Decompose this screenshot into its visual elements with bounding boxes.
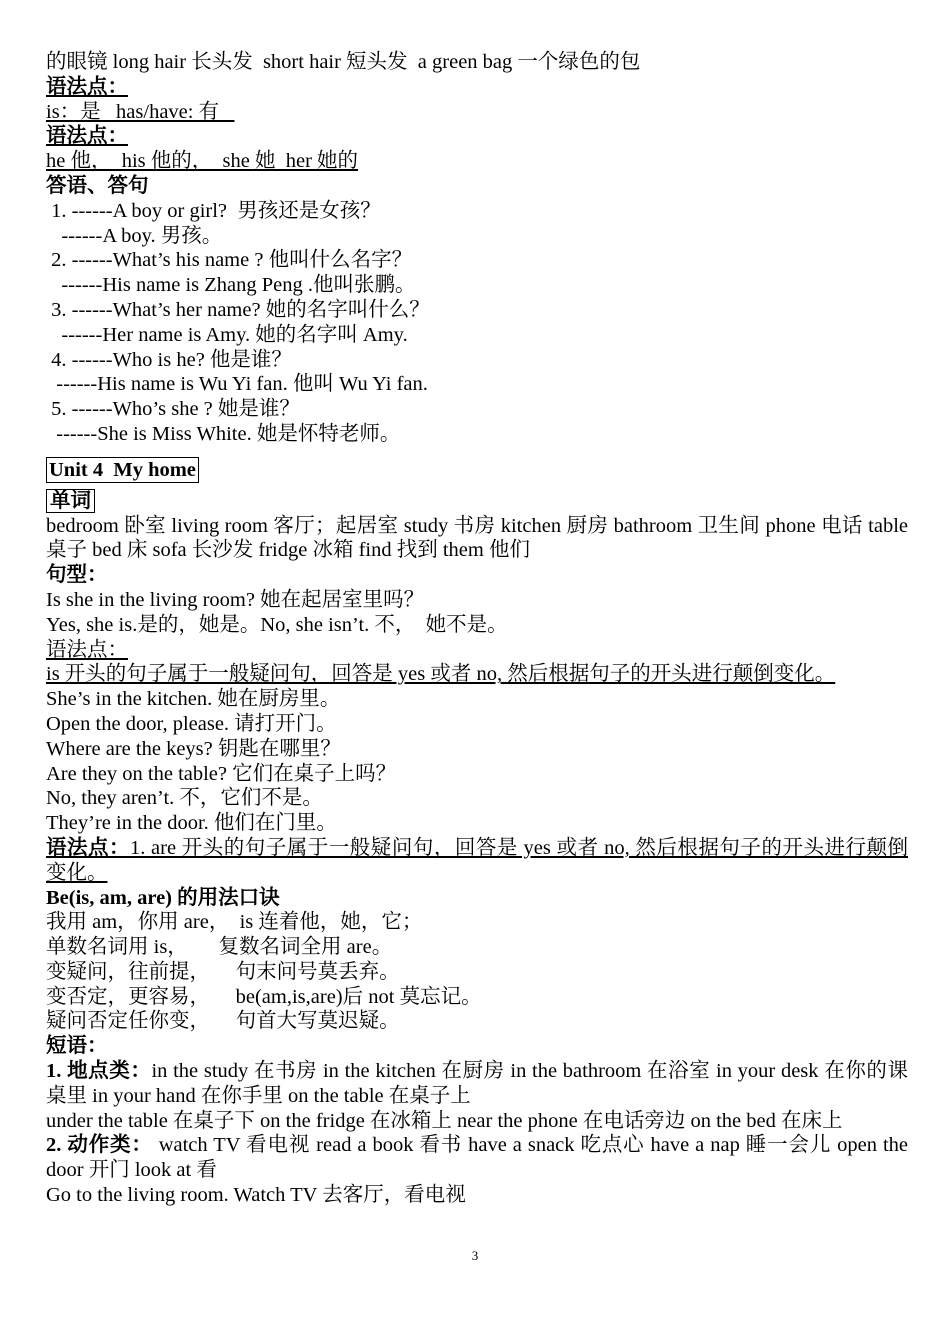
- phrase-label: 短语：: [46, 1035, 108, 1058]
- unit-4-title: Unit 4 My home: [46, 457, 199, 483]
- be-rhyme-line-1: 我用 am，你用 are， is 连着他，她，它；: [46, 911, 423, 934]
- sentence-5: Where are the keys? 钥匙在哪里？: [46, 737, 341, 760]
- sentence-6: Are they on the table? 它们在桌子上吗？: [46, 762, 397, 785]
- dialog-2-question: 2. ------What’s his name ? 他叫什么名字？: [46, 249, 413, 272]
- dialog-3-question: 3. ------What’s her name? 她的名字叫什么？: [46, 298, 430, 321]
- dialog-4-question: 4. ------Who is he? 他是谁？: [46, 348, 292, 371]
- sentence-2: Yes, she is.是的，她是。No, she isn’t. 不， 她不是。: [46, 613, 508, 636]
- sentence-4: Open the door, please. 请打开门。: [46, 712, 337, 735]
- phrase-action-text: watch TV 看电视 read a book 看书 have a snack 吃点心 have a nap 睡一会儿 open the door 开门 look at 看: [46, 1134, 909, 1182]
- vocab-list: bedroom 卧室 living room 客厅；起居室 study 书房 kitchen 厨房 bathroom 卫生间 phone 电话 table 桌子 bed 床 sofa 长沙发 fridge 冰箱 find 找到 them 他们: [46, 514, 908, 562]
- grammar-label-4: 语法点：: [46, 836, 131, 859]
- dialog-4-answer: ------His name is Wu Yi fan. 他叫 Wu Yi fan.: [46, 373, 428, 396]
- vocab-line-glasses-hair: 的眼镜 long hair 长头发 short hair 短头发 a green bag 一个绿色的包: [46, 51, 641, 73]
- be-rhyme-line-2: 单数名词用 is， 复数名词全用 are。: [46, 936, 393, 959]
- grammar-is-question: is 开头的句子属于一般疑问句，回答是 yes 或者 no, 然后根据句子的开头进行颠倒变化。: [46, 663, 836, 686]
- be-rhyme-title: Be(is, am, are) 的用法口诀: [46, 886, 280, 909]
- grammar-label-1: 语法点：: [46, 75, 128, 98]
- document-page: [46, 50, 908, 1208]
- phrase-place-text: in the study 在书房 in the kitchen 在厨房 in the bathroom 在浴室 in your desk 在你的课桌里 in your hand 在你手里 on the table 在桌子上: [46, 1060, 909, 1107]
- grammar-are-question: [46, 836, 908, 886]
- grammar-label-3: 语法点：: [46, 638, 128, 661]
- sentence-8: They’re in the door. 他们在门里。: [46, 812, 337, 835]
- dialog-2-answer: ------His name is Zhang Peng .他叫张鹏。: [46, 274, 416, 297]
- grammar-pronouns: he 他， his 他的， she 她 her 她的: [46, 150, 359, 173]
- grammar-label-2: 语法点：: [46, 125, 128, 148]
- dialog-5-question: 5. ------Who’s she ? 她是谁？: [46, 398, 300, 421]
- grammar-are-text: 1. are 开头的句子属于一般疑问句，回答是 yes 或者 no, 然后根据句子的开头进行颠倒变化。: [46, 836, 908, 884]
- dialog-5-answer: ------She is Miss White. 她是怀特老师。: [46, 422, 401, 445]
- sentence-7: No, they aren’t. 不，它们不是。: [46, 787, 323, 810]
- dialog-3-answer: ------Her name is Amy. 她的名字叫 Amy.: [46, 323, 408, 346]
- sentence-pattern-label: 句型：: [46, 564, 108, 587]
- dialog-1-question: 1. ------A boy or girl? 男孩还是女孩？: [46, 199, 381, 222]
- phrase-place-text-2: under the table 在桌子下 on the fridge 在冰箱上 near the phone 在电话旁边 on the bed 在床上: [46, 1109, 843, 1132]
- sentence-3: She’s in the kitchen. 她在厨房里。: [46, 688, 341, 711]
- dialog-heading: 答语、答句: [46, 174, 149, 197]
- phrase-action-block: [46, 1133, 908, 1183]
- phrase-place-label: 1. 地点类：: [46, 1060, 152, 1083]
- phrase-action-label: 2. 动作类：: [46, 1134, 153, 1157]
- be-rhyme-line-4: 变否定，更容易， be(am,is,are)后 not 莫忘记。: [46, 985, 482, 1008]
- grammar-is-has: is：是 has/have: 有: [46, 100, 235, 123]
- be-rhyme-line-5: 疑问否定任你变， 句首大写莫迟疑。: [46, 1010, 400, 1033]
- page-number: 3: [471, 1248, 479, 1263]
- sentence-1: Is she in the living room? 她在起居室里吗？: [46, 588, 425, 611]
- vocab-label: 单词: [46, 489, 95, 513]
- phrase-place-block: [46, 1059, 908, 1109]
- dialog-1-answer: ------A boy. 男孩。: [46, 224, 223, 247]
- phrase-action-sentence: Go to the living room. Watch TV 去客厅，看电视: [46, 1184, 466, 1207]
- be-rhyme-line-3: 变疑问，往前提， 句末问号莫丢弃。: [46, 960, 400, 983]
